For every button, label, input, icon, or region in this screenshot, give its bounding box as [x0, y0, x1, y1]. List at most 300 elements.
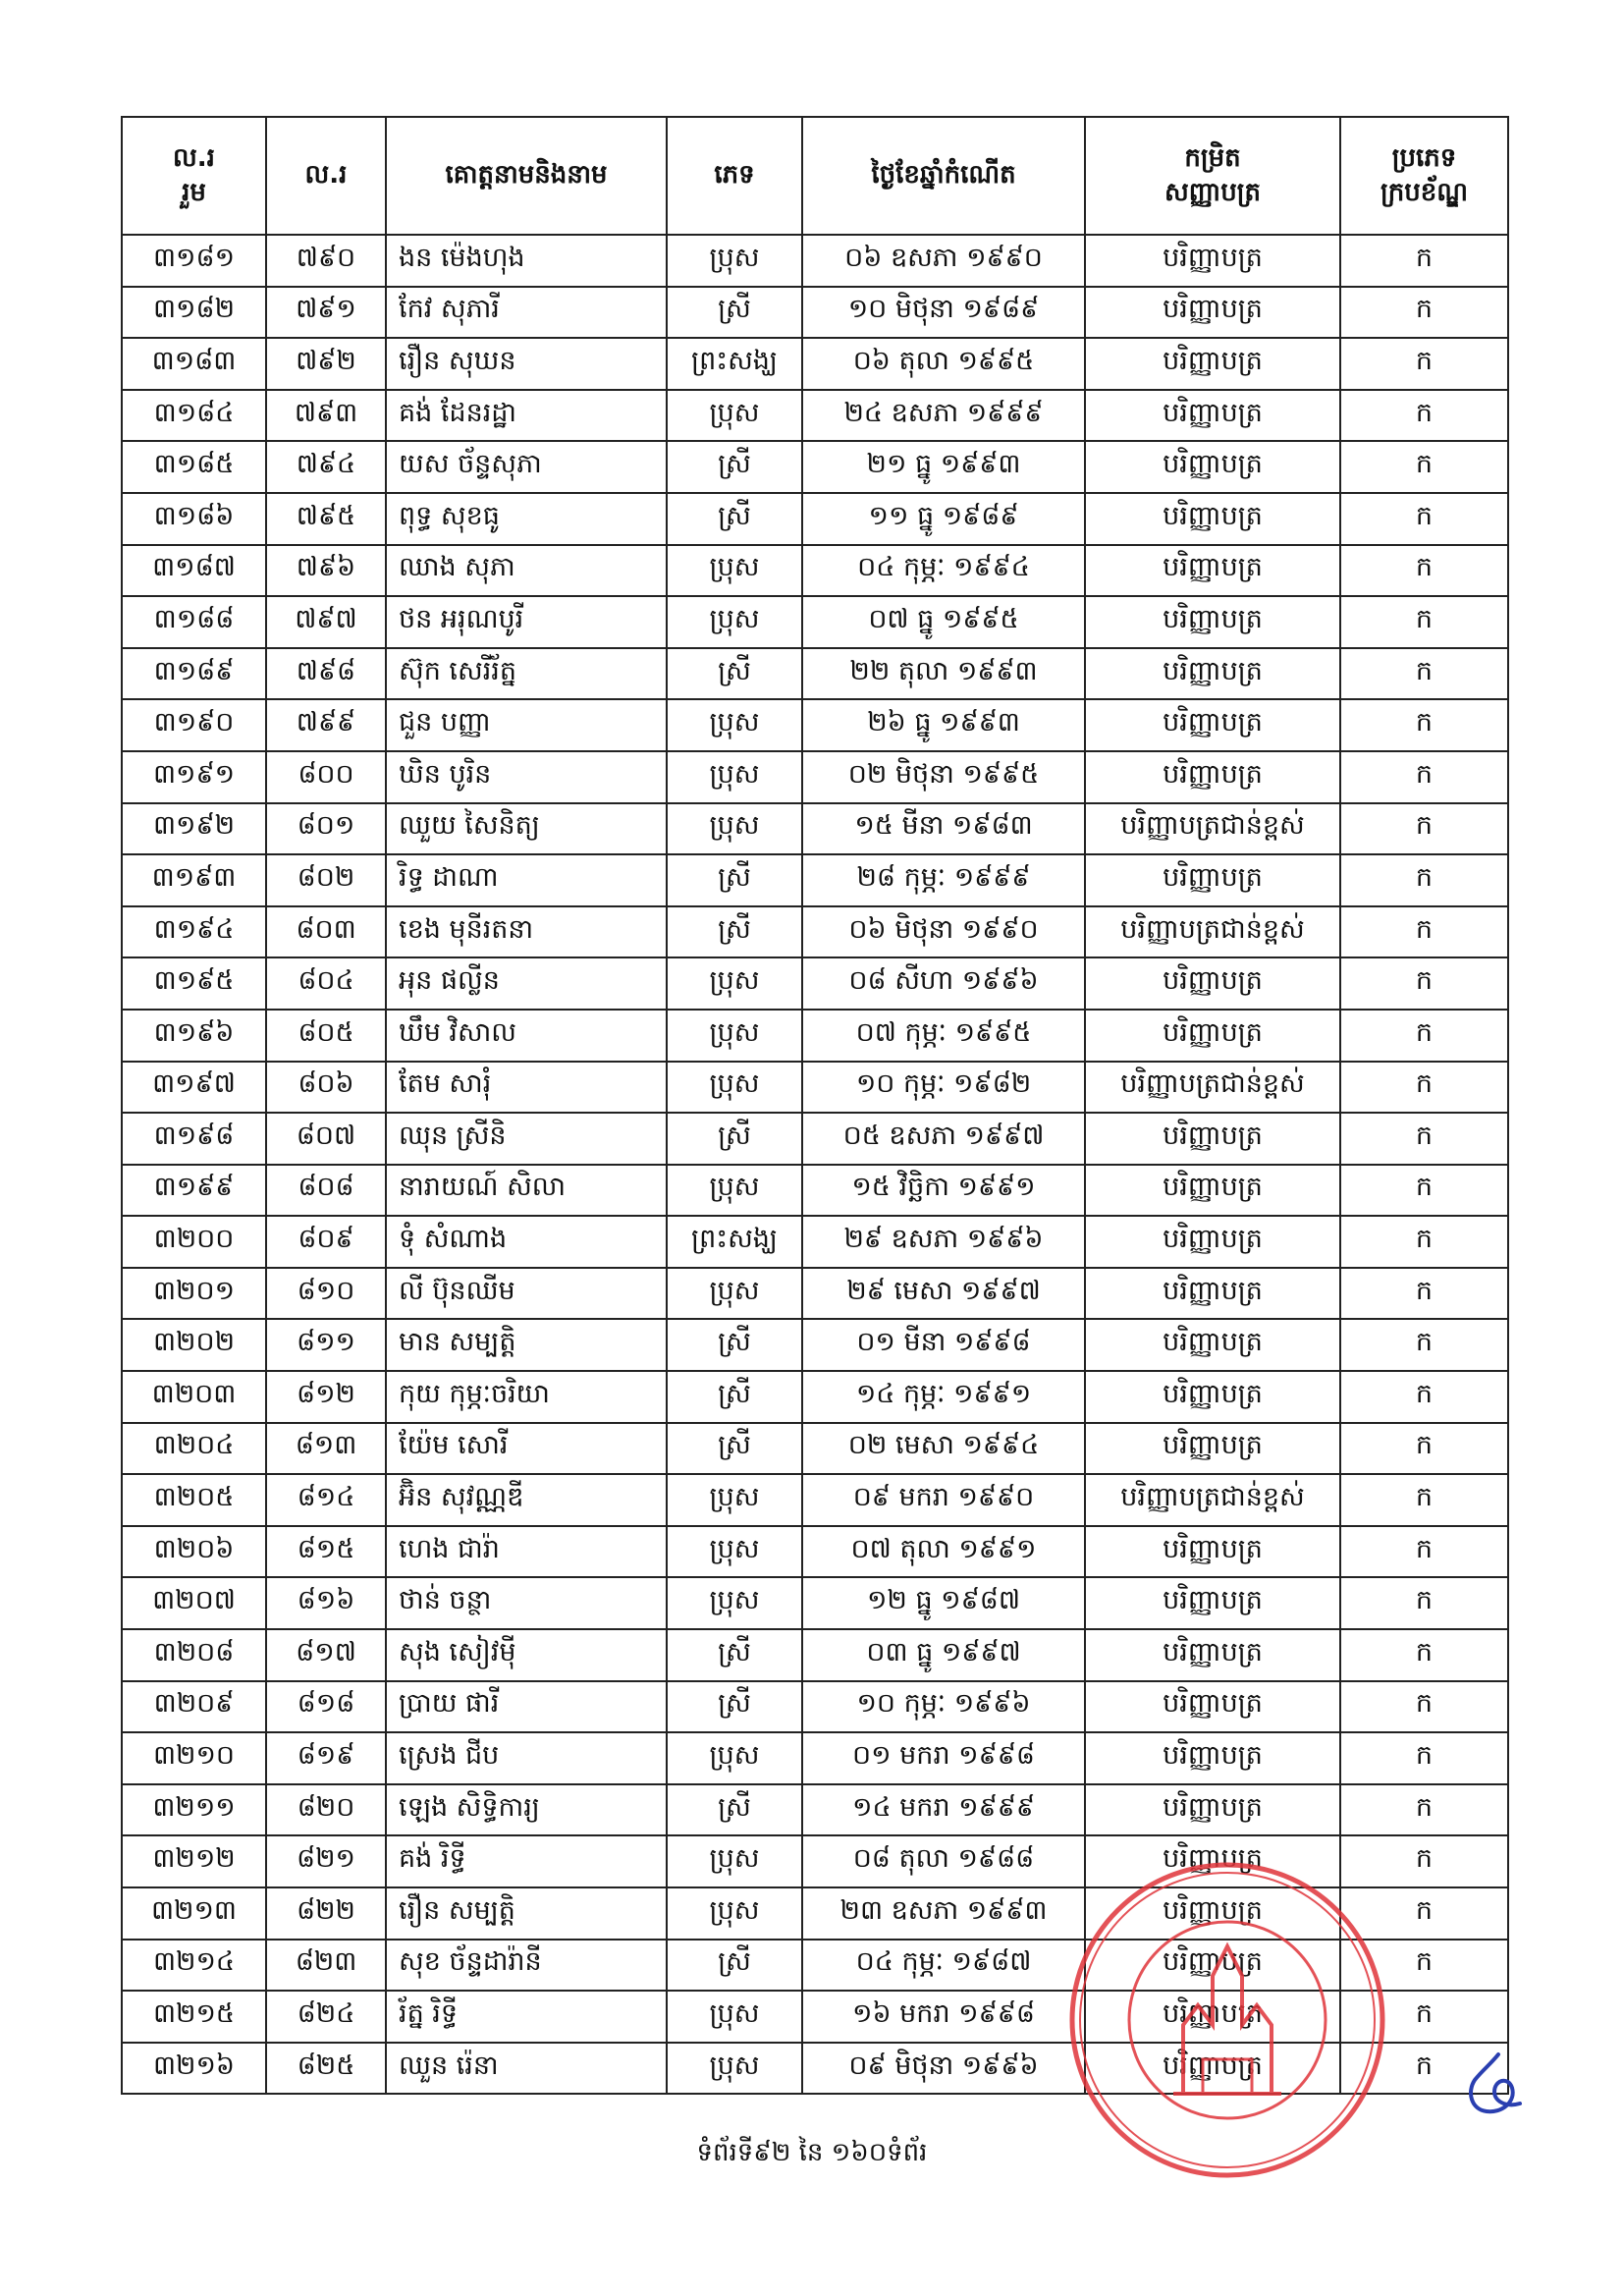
- full-name-cell: រឿន សម្បត្តិ: [386, 1887, 667, 1940]
- table-header-row: [122, 117, 1508, 235]
- framework-category-cell: ក: [1340, 1577, 1508, 1629]
- full-name-cell: ស៊ុក សេរីរ័ត្ន: [386, 648, 667, 700]
- gender-cell: ស្រី: [667, 1784, 802, 1836]
- table-row: [122, 596, 1508, 648]
- list-number-cell: ៨០៥: [266, 1010, 386, 1062]
- degree-level-cell: បរិញ្ញាបត្រជាន់ខ្ពស់: [1085, 1062, 1340, 1114]
- degree-level-cell: បរិញ្ញាបត្រ: [1085, 1319, 1340, 1371]
- total-number-cell: ៣១៩៧: [122, 1062, 266, 1114]
- degree-level-cell: បរិញ្ញាបត្រ: [1085, 1165, 1340, 1217]
- degree-level-cell: បរិញ្ញាបត្រ: [1085, 1423, 1340, 1475]
- table-row: [122, 1681, 1508, 1733]
- total-number-cell: ៣២០៤: [122, 1423, 266, 1475]
- date-of-birth-cell: ០២ មេសា ១៩៩៤: [802, 1423, 1085, 1475]
- framework-category-cell: ក: [1340, 493, 1508, 545]
- framework-category-cell: ក: [1340, 906, 1508, 958]
- full-name-cell: អុន ផល្លីន: [386, 957, 667, 1010]
- list-number-cell: ៨១៧: [266, 1629, 386, 1681]
- total-number-cell: ៣២០០: [122, 1216, 266, 1268]
- degree-level-cell: បរិញ្ញាបត្រ: [1085, 1526, 1340, 1578]
- full-name-cell: ខេង មុនីរតនា: [386, 906, 667, 958]
- framework-category-cell: ក: [1340, 390, 1508, 442]
- full-name-cell: ឃិន បូរិន: [386, 751, 667, 803]
- list-number-cell: ៧៩៩: [266, 699, 386, 751]
- full-name-cell: មាន សម្បត្តិ: [386, 1319, 667, 1371]
- signature-icon: [1461, 2050, 1526, 2119]
- full-name-cell: ទុំ សំណាង: [386, 1216, 667, 1268]
- date-of-birth-cell: ២២ តុលា ១៩៩៣: [802, 648, 1085, 700]
- framework-category-cell: ក: [1340, 803, 1508, 855]
- full-name-cell: សុខ ច័ន្ទដារ៉ានី: [386, 1940, 667, 1992]
- full-name-cell: រឿន សុឃន: [386, 338, 667, 390]
- degree-level-cell: បរិញ្ញាបត្រ: [1085, 751, 1340, 803]
- list-number-cell: ៨២៤: [266, 1991, 386, 2043]
- degree-level-cell: បរិញ្ញាបត្រ: [1085, 493, 1340, 545]
- full-name-cell: លី ប៊ុនឈីម: [386, 1268, 667, 1320]
- list-number-cell: ៨១៣: [266, 1423, 386, 1475]
- total-number-cell: ៣១៨៧: [122, 545, 266, 597]
- date-of-birth-cell: ០៩ មិថុនា ១៩៩៦: [802, 2043, 1085, 2095]
- gender-cell: ប្រុស: [667, 957, 802, 1010]
- gender-cell: ស្រី: [667, 1371, 802, 1423]
- full-name-cell: យ៉ែម សោរី: [386, 1423, 667, 1475]
- full-name-cell: គង់ រិទ្ធី: [386, 1835, 667, 1887]
- date-of-birth-cell: ១០ កុម្ភៈ ១៩៩៦: [802, 1681, 1085, 1733]
- table-body: [122, 235, 1508, 2094]
- framework-category-cell: ក: [1340, 1319, 1508, 1371]
- total-number-cell: ៣២១៣: [122, 1887, 266, 1940]
- gender-cell: ស្រី: [667, 1940, 802, 1992]
- column-header: [1340, 117, 1508, 235]
- full-name-cell: តែម សារុំ: [386, 1062, 667, 1114]
- full-name-cell: ស្រេង ជីប: [386, 1732, 667, 1784]
- date-of-birth-cell: ០៤ កុម្ភៈ ១៩៩៤: [802, 545, 1085, 597]
- degree-level-cell: បរិញ្ញាបត្រ: [1085, 287, 1340, 339]
- date-of-birth-cell: ២៤ ឧសភា ១៩៩៩: [802, 390, 1085, 442]
- gender-cell: ស្រី: [667, 441, 802, 493]
- degree-level-cell: បរិញ្ញាបត្រ: [1085, 699, 1340, 751]
- total-number-cell: ៣១៨៦: [122, 493, 266, 545]
- column-header: [802, 117, 1085, 235]
- framework-category-cell: ក: [1340, 1113, 1508, 1165]
- gender-cell: ប្រុស: [667, 1165, 802, 1217]
- framework-category-cell: ក: [1340, 545, 1508, 597]
- table-row: [122, 803, 1508, 855]
- column-header-line: រួម: [182, 178, 206, 207]
- full-name-cell: ងន ម៉េងហុង: [386, 235, 667, 287]
- table-row: [122, 751, 1508, 803]
- gender-cell: ស្រី: [667, 1629, 802, 1681]
- framework-category-cell: ក: [1340, 751, 1508, 803]
- list-number-cell: ៨២៣: [266, 1940, 386, 1992]
- total-number-cell: ៣១៨៩: [122, 648, 266, 700]
- date-of-birth-cell: ១៦ មករា ១៩៩៨: [802, 1991, 1085, 2043]
- list-number-cell: ៨១១: [266, 1319, 386, 1371]
- date-of-birth-cell: ០៧ តុលា ១៩៩១: [802, 1526, 1085, 1578]
- table-row: [122, 1062, 1508, 1114]
- framework-category-cell: ក: [1340, 854, 1508, 906]
- table-row: [122, 235, 1508, 287]
- table-row: [122, 1526, 1508, 1578]
- list-number-cell: ៧៩៨: [266, 648, 386, 700]
- degree-level-cell: បរិញ្ញាបត្រ: [1085, 1940, 1340, 1992]
- list-number-cell: ៨២២: [266, 1887, 386, 1940]
- table-row: [122, 1371, 1508, 1423]
- table-row: [122, 1474, 1508, 1526]
- full-name-cell: គង់ ដែនរដ្ឋា: [386, 390, 667, 442]
- date-of-birth-cell: ២៣ ឧសភា ១៩៩៣: [802, 1887, 1085, 1940]
- gender-cell: ប្រុស: [667, 1526, 802, 1578]
- degree-level-cell: បរិញ្ញាបត្រ: [1085, 1991, 1340, 2043]
- gender-cell: ប្រុស: [667, 699, 802, 751]
- gender-cell: ប្រុស: [667, 1887, 802, 1940]
- gender-cell: ស្រី: [667, 854, 802, 906]
- data-table: [121, 116, 1509, 2095]
- date-of-birth-cell: ២៦ ធ្នូ ១៩៩៣: [802, 699, 1085, 751]
- page-number: ទំព័រទី៩២ នៃ ១៦០ទំព័រ: [696, 2138, 928, 2167]
- degree-level-cell: បរិញ្ញាបត្រ: [1085, 648, 1340, 700]
- gender-cell: ស្រី: [667, 493, 802, 545]
- full-name-cell: ឈុន ស្រីនិ: [386, 1113, 667, 1165]
- date-of-birth-cell: ០៨ តុលា ១៩៨៨: [802, 1835, 1085, 1887]
- date-of-birth-cell: ១៥ វិច្ឆិកា ១៩៩១: [802, 1165, 1085, 1217]
- framework-category-cell: ក: [1340, 1629, 1508, 1681]
- table-row: [122, 1216, 1508, 1268]
- list-number-cell: ៨១០: [266, 1268, 386, 1320]
- table-row: [122, 1010, 1508, 1062]
- table-row: [122, 441, 1508, 493]
- degree-level-cell: បរិញ្ញាបត្រ: [1085, 1010, 1340, 1062]
- full-name-cell: កុយ កុម្ភៈចរិយា: [386, 1371, 667, 1423]
- total-number-cell: ៣១៨៣: [122, 338, 266, 390]
- full-name-cell: ជួន បញ្ញា: [386, 699, 667, 751]
- list-number-cell: ៨២៥: [266, 2043, 386, 2095]
- total-number-cell: ៣១៨២: [122, 287, 266, 339]
- degree-level-cell: បរិញ្ញាបត្រ: [1085, 596, 1340, 648]
- total-number-cell: ៣២១៦: [122, 2043, 266, 2095]
- framework-category-cell: ក: [1340, 1423, 1508, 1475]
- gender-cell: ប្រុស: [667, 2043, 802, 2095]
- total-number-cell: ៣១៨៥: [122, 441, 266, 493]
- list-number-cell: ៨១៨: [266, 1681, 386, 1733]
- table-row: [122, 906, 1508, 958]
- total-number-cell: ៣១៩១: [122, 751, 266, 803]
- list-number-cell: ៨០០: [266, 751, 386, 803]
- table-row: [122, 1319, 1508, 1371]
- list-number-cell: ៨០៦: [266, 1062, 386, 1114]
- list-number-cell: ៨២១: [266, 1835, 386, 1887]
- official-seal-icon: [1065, 1858, 1389, 2182]
- framework-category-cell: ក: [1340, 1681, 1508, 1733]
- gender-cell: ប្រុស: [667, 1474, 802, 1526]
- table-row: [122, 1732, 1508, 1784]
- total-number-cell: ៣១៩៨: [122, 1113, 266, 1165]
- framework-category-cell: ក: [1340, 1216, 1508, 1268]
- column-header-line: ថ្ងៃខែឆ្នាំកំណើត: [871, 160, 1016, 191]
- total-number-cell: ៣១៨៤: [122, 390, 266, 442]
- degree-level-cell: បរិញ្ញាបត្រ: [1085, 1681, 1340, 1733]
- framework-category-cell: ក: [1340, 1940, 1508, 1992]
- date-of-birth-cell: ០៨ សីហា ១៩៩៦: [802, 957, 1085, 1010]
- date-of-birth-cell: ០៧ កុម្ភៈ ១៩៩៥: [802, 1010, 1085, 1062]
- total-number-cell: ៣២០១: [122, 1268, 266, 1320]
- full-name-cell: រិទ្ធ ដាណា: [386, 854, 667, 906]
- column-header: [667, 117, 802, 235]
- gender-cell: ប្រុស: [667, 1268, 802, 1320]
- framework-category-cell: ក: [1340, 235, 1508, 287]
- date-of-birth-cell: ០១ មីនា ១៩៩៨: [802, 1319, 1085, 1371]
- total-number-cell: ៣១៩២: [122, 803, 266, 855]
- degree-level-cell: បរិញ្ញាបត្រជាន់ខ្ពស់: [1085, 1474, 1340, 1526]
- column-header-line: ល.រ: [173, 142, 215, 173]
- column-header: [1085, 117, 1340, 235]
- gender-cell: ប្រុស: [667, 596, 802, 648]
- date-of-birth-cell: ០៤ កុម្ភៈ ១៩៨៧: [802, 1940, 1085, 1992]
- framework-category-cell: ក: [1340, 648, 1508, 700]
- total-number-cell: ៣២០៣: [122, 1371, 266, 1423]
- date-of-birth-cell: ០៥ ឧសភា ១៩៩៧: [802, 1113, 1085, 1165]
- total-number-cell: ៣១៩០: [122, 699, 266, 751]
- degree-level-cell: បរិញ្ញាបត្រ: [1085, 1887, 1340, 1940]
- gender-cell: ប្រុស: [667, 235, 802, 287]
- gender-cell: ស្រី: [667, 1319, 802, 1371]
- column-header-line: ប្រភេទ: [1391, 142, 1457, 173]
- table-row: [122, 338, 1508, 390]
- full-name-cell: រ័ត្ន រិទ្ធី: [386, 1991, 667, 2043]
- framework-category-cell: ក: [1340, 287, 1508, 339]
- total-number-cell: ៣២០៧: [122, 1577, 266, 1629]
- gender-cell: ស្រី: [667, 1681, 802, 1733]
- total-number-cell: ៣១៩៥: [122, 957, 266, 1010]
- gender-cell: ព្រះសង្ឃ: [667, 1216, 802, 1268]
- gender-cell: ប្រុស: [667, 1577, 802, 1629]
- date-of-birth-cell: ២១ ធ្នូ ១៩៩៣: [802, 441, 1085, 493]
- framework-category-cell: ក: [1340, 1268, 1508, 1320]
- list-number-cell: ៧៩២: [266, 338, 386, 390]
- framework-category-cell: ក: [1340, 1371, 1508, 1423]
- degree-level-cell: បរិញ្ញាបត្រ: [1085, 1371, 1340, 1423]
- total-number-cell: ៣១៩៦: [122, 1010, 266, 1062]
- framework-category-cell: ក: [1340, 1732, 1508, 1784]
- table-row: [122, 287, 1508, 339]
- framework-category-cell: ក: [1340, 957, 1508, 1010]
- framework-category-cell: ក: [1340, 338, 1508, 390]
- total-number-cell: ៣២០២: [122, 1319, 266, 1371]
- full-name-cell: ពុទ្ធ សុខធូ: [386, 493, 667, 545]
- gender-cell: ប្រុស: [667, 751, 802, 803]
- degree-level-cell: បរិញ្ញាបត្រ: [1085, 235, 1340, 287]
- degree-level-cell: បរិញ្ញាបត្រ: [1085, 338, 1340, 390]
- date-of-birth-cell: ១៤ កុម្ភៈ ១៩៩១: [802, 1371, 1085, 1423]
- degree-level-cell: បរិញ្ញាបត្រ: [1085, 1577, 1340, 1629]
- list-number-cell: ៧៩១: [266, 287, 386, 339]
- gender-cell: ប្រុស: [667, 1732, 802, 1784]
- table-row: [122, 1423, 1508, 1475]
- degree-level-cell: បរិញ្ញាបត្រ: [1085, 1268, 1340, 1320]
- degree-level-cell: បរិញ្ញាបត្រ: [1085, 1835, 1340, 1887]
- table-row: [122, 1113, 1508, 1165]
- date-of-birth-cell: ០៣ ធ្នូ ១៩៩៧: [802, 1629, 1085, 1681]
- full-name-cell: ឃឹម វិសាល: [386, 1010, 667, 1062]
- framework-category-cell: ក: [1340, 1835, 1508, 1887]
- degree-level-cell: បរិញ្ញាបត្រ: [1085, 1113, 1340, 1165]
- degree-level-cell: បរិញ្ញាបត្រជាន់ខ្ពស់: [1085, 803, 1340, 855]
- list-number-cell: ៨១៥: [266, 1526, 386, 1578]
- total-number-cell: ៣២០៦: [122, 1526, 266, 1578]
- gender-cell: ស្រី: [667, 906, 802, 958]
- full-name-cell: អ៊ិន សុវណ្ណឌី: [386, 1474, 667, 1526]
- table-row: [122, 545, 1508, 597]
- degree-level-cell: បរិញ្ញាបត្រ: [1085, 441, 1340, 493]
- total-number-cell: ៣១៨១: [122, 235, 266, 287]
- full-name-cell: ឈាង សុភា: [386, 545, 667, 597]
- total-number-cell: ៣២១០: [122, 1732, 266, 1784]
- total-number-cell: ៣២១៤: [122, 1940, 266, 1992]
- full-name-cell: យស ច័ន្ទសុភា: [386, 441, 667, 493]
- full-name-cell: ប្រាយ ផារី: [386, 1681, 667, 1733]
- column-header: [122, 117, 266, 235]
- table-row: [122, 1268, 1508, 1320]
- column-header-line: ភេទ: [714, 160, 755, 191]
- column-header: [266, 117, 386, 235]
- degree-level-cell: បរិញ្ញាបត្រ: [1085, 390, 1340, 442]
- degree-level-cell: បរិញ្ញាបត្រ: [1085, 1784, 1340, 1836]
- list-number-cell: ៨២០: [266, 1784, 386, 1836]
- list-number-cell: ៧៩៦: [266, 545, 386, 597]
- list-number-cell: ៨០៤: [266, 957, 386, 1010]
- table-row: [122, 699, 1508, 751]
- framework-category-cell: ក: [1340, 1474, 1508, 1526]
- table-row: [122, 1165, 1508, 1217]
- degree-level-cell: បរិញ្ញាបត្រ: [1085, 957, 1340, 1010]
- total-number-cell: ៣២១៥: [122, 1991, 266, 2043]
- framework-category-cell: ក: [1340, 1887, 1508, 1940]
- column-header: [386, 117, 667, 235]
- total-number-cell: ៣១៩៣: [122, 854, 266, 906]
- date-of-birth-cell: ០២ មិថុនា ១៩៩៥: [802, 751, 1085, 803]
- list-number-cell: ៨០១: [266, 803, 386, 855]
- date-of-birth-cell: ០៩ មករា ១៩៩០: [802, 1474, 1085, 1526]
- gender-cell: ប្រុស: [667, 1010, 802, 1062]
- full-name-cell: សុង សៀវម៉ី: [386, 1629, 667, 1681]
- full-name-cell: ឈួន រ៉េនា: [386, 2043, 667, 2095]
- table-row: [122, 1784, 1508, 1836]
- date-of-birth-cell: ១៤ មករា ១៩៩៩: [802, 1784, 1085, 1836]
- gender-cell: ប្រុស: [667, 1062, 802, 1114]
- framework-category-cell: ក: [1340, 1991, 1508, 2043]
- full-name-cell: ថាន់ ចន្ថា: [386, 1577, 667, 1629]
- date-of-birth-cell: ០៧ ធ្នូ ១៩៩៥: [802, 596, 1085, 648]
- date-of-birth-cell: ២៩ ឧសភា ១៩៩៦: [802, 1216, 1085, 1268]
- date-of-birth-cell: ២៩ មេសា ១៩៩៧: [802, 1268, 1085, 1320]
- full-name-cell: ថន អរុណបូរី: [386, 596, 667, 648]
- framework-category-cell: ក: [1340, 1165, 1508, 1217]
- gender-cell: ព្រះសង្ឃ: [667, 338, 802, 390]
- list-number-cell: ៨០២: [266, 854, 386, 906]
- degree-level-cell: បរិញ្ញាបត្រ: [1085, 1216, 1340, 1268]
- total-number-cell: ៣១៨៨: [122, 596, 266, 648]
- date-of-birth-cell: ១៥ មីនា ១៩៨៣: [802, 803, 1085, 855]
- gender-cell: ប្រុស: [667, 803, 802, 855]
- gender-cell: ប្រុស: [667, 545, 802, 597]
- column-header-line: ល.រ: [304, 160, 348, 191]
- total-number-cell: ៣២១១: [122, 1784, 266, 1836]
- framework-category-cell: ក: [1340, 2043, 1508, 2095]
- gender-cell: ប្រុស: [667, 1991, 802, 2043]
- framework-category-cell: ក: [1340, 596, 1508, 648]
- degree-level-cell: បរិញ្ញាបត្រ: [1085, 1732, 1340, 1784]
- list-number-cell: ៨១៤: [266, 1474, 386, 1526]
- table-row: [122, 1577, 1508, 1629]
- framework-category-cell: ក: [1340, 441, 1508, 493]
- table-row: [122, 957, 1508, 1010]
- list-number-cell: ៨០៣: [266, 906, 386, 958]
- total-number-cell: ៣២១២: [122, 1835, 266, 1887]
- date-of-birth-cell: ០៦ មិថុនា ១៩៩០: [802, 906, 1085, 958]
- total-number-cell: ៣២០៩: [122, 1681, 266, 1733]
- table-row: [122, 493, 1508, 545]
- table-row: [122, 854, 1508, 906]
- degree-level-cell: បរិញ្ញាបត្រជាន់ខ្ពស់: [1085, 906, 1340, 958]
- gender-cell: ស្រី: [667, 648, 802, 700]
- column-header-line: កម្រិត: [1184, 142, 1241, 173]
- list-number-cell: ៧៩៧: [266, 596, 386, 648]
- date-of-birth-cell: ១០ កុម្ភៈ ១៩៨២: [802, 1062, 1085, 1114]
- full-name-cell: កែវ សុភារី: [386, 287, 667, 339]
- framework-category-cell: ក: [1340, 699, 1508, 751]
- column-header-line: ក្របខ័ណ្ឌ: [1380, 178, 1468, 207]
- table-row: [122, 1629, 1508, 1681]
- list-number-cell: ៧៩៤: [266, 441, 386, 493]
- date-of-birth-cell: ១២ ធ្នូ ១៩៨៧: [802, 1577, 1085, 1629]
- list-number-cell: ៨១៦: [266, 1577, 386, 1629]
- degree-level-cell: បរិញ្ញាបត្រ: [1085, 545, 1340, 597]
- list-number-cell: ៨១២: [266, 1371, 386, 1423]
- gender-cell: ស្រី: [667, 1113, 802, 1165]
- total-number-cell: ៣១៩៤: [122, 906, 266, 958]
- total-number-cell: ៣២០៨: [122, 1629, 266, 1681]
- table-row: [122, 390, 1508, 442]
- total-number-cell: ៣២០៥: [122, 1474, 266, 1526]
- list-number-cell: ៨១៩: [266, 1732, 386, 1784]
- gender-cell: ស្រី: [667, 1423, 802, 1475]
- table-row: [122, 648, 1508, 700]
- date-of-birth-cell: ០៦ ឧសភា ១៩៩០: [802, 235, 1085, 287]
- full-name-cell: នារាយណ៍ សិលា: [386, 1165, 667, 1217]
- full-name-cell: ឡេង សិទ្ធិការ្យ: [386, 1784, 667, 1836]
- degree-level-cell: បរិញ្ញាបត្រ: [1085, 2043, 1340, 2095]
- gender-cell: ស្រី: [667, 287, 802, 339]
- list-number-cell: ៧៩០: [266, 235, 386, 287]
- total-number-cell: ៣១៩៩: [122, 1165, 266, 1217]
- date-of-birth-cell: ២៨ កុម្ភៈ ១៩៩៩: [802, 854, 1085, 906]
- list-number-cell: ៨០៨: [266, 1165, 386, 1217]
- framework-category-cell: ក: [1340, 1010, 1508, 1062]
- list-number-cell: ៨០៧: [266, 1113, 386, 1165]
- framework-category-cell: ក: [1340, 1062, 1508, 1114]
- full-name-cell: ឈួយ សៃនិត្យ: [386, 803, 667, 855]
- list-number-cell: ៧៩៣: [266, 390, 386, 442]
- list-number-cell: ៨០៩: [266, 1216, 386, 1268]
- date-of-birth-cell: ១១ ធ្នូ ១៩៨៩: [802, 493, 1085, 545]
- date-of-birth-cell: ១០ មិថុនា ១៩៨៩: [802, 287, 1085, 339]
- degree-level-cell: បរិញ្ញាបត្រ: [1085, 854, 1340, 906]
- degree-level-cell: បរិញ្ញាបត្រ: [1085, 1629, 1340, 1681]
- gender-cell: ប្រុស: [667, 390, 802, 442]
- list-number-cell: ៧៩៥: [266, 493, 386, 545]
- date-of-birth-cell: ០៦ តុលា ១៩៩៥: [802, 338, 1085, 390]
- gender-cell: ប្រុស: [667, 1835, 802, 1887]
